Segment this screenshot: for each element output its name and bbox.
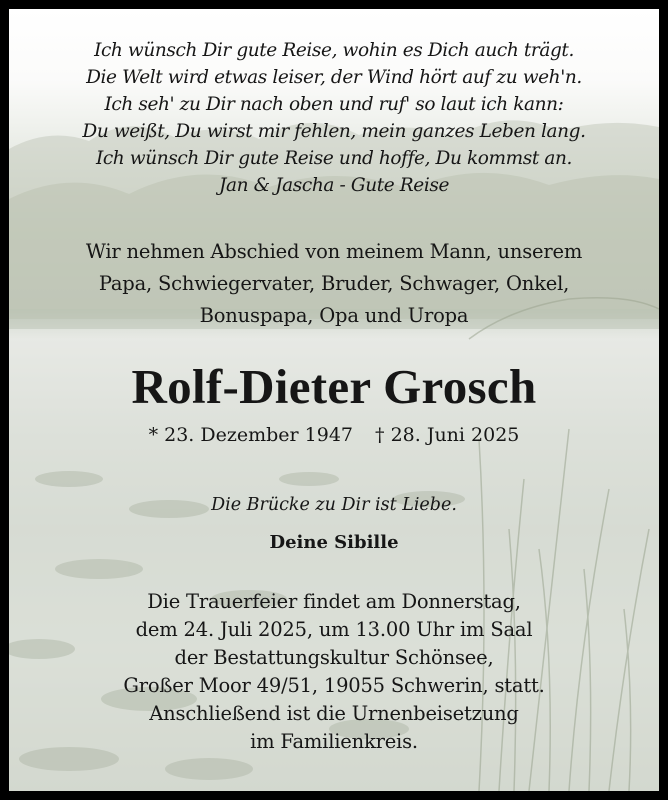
service-line: im Familienkreis. [250,730,418,753]
intro-line: Bonuspapa, Opa und Uropa [199,304,469,327]
service-line: dem 24. Juli 2025, um 13.00 Uhr im Saal [135,618,533,641]
deceased-name: Rolf-Dieter Grosch [131,359,537,414]
poem-line: Die Welt wird etwas leiser, der Wind hört auf zu weh'n. [86,67,582,88]
poem-line: Ich seh' zu Dir nach oben und ruf' so laut ich kann: [104,94,564,115]
death-date: † 28. Juni 2025 [375,424,520,446]
poem-attribution: Jan & Jascha - Gute Reise [218,175,450,196]
service-line: der Bestattungskultur Schönsee, [174,646,494,669]
notice-text [9,9,659,791]
poem-line: Du weißt, Du wirst mir fehlen, mein ganzes Leben lang. [82,121,586,142]
life-dates [9,423,659,447]
service-line: Die Trauerfeier findet am Donnerstag, [147,590,521,613]
service-line: Anschließend ist die Urnenbeisetzung [149,702,519,725]
birth-date: * 23. Dezember 1947 [148,424,354,446]
service-line: Großer Moor 49/51, 19055 Schwerin, statt. [123,674,545,697]
signature: Deine Sibille [269,532,399,553]
memorial-quote: Die Brücke zu Dir ist Liebe. [211,495,457,515]
poem-line: Ich wünsch Dir gute Reise und hoffe, Du kommst an. [95,148,573,169]
poem-line: Ich wünsch Dir gute Reise, wohin es Dich auch trägt. [94,40,574,61]
intro-line: Papa, Schwiegervater, Bruder, Schwager, Onkel, [98,272,570,295]
intro-line: Wir nehmen Abschied von meinem Mann, unserem [85,240,583,263]
